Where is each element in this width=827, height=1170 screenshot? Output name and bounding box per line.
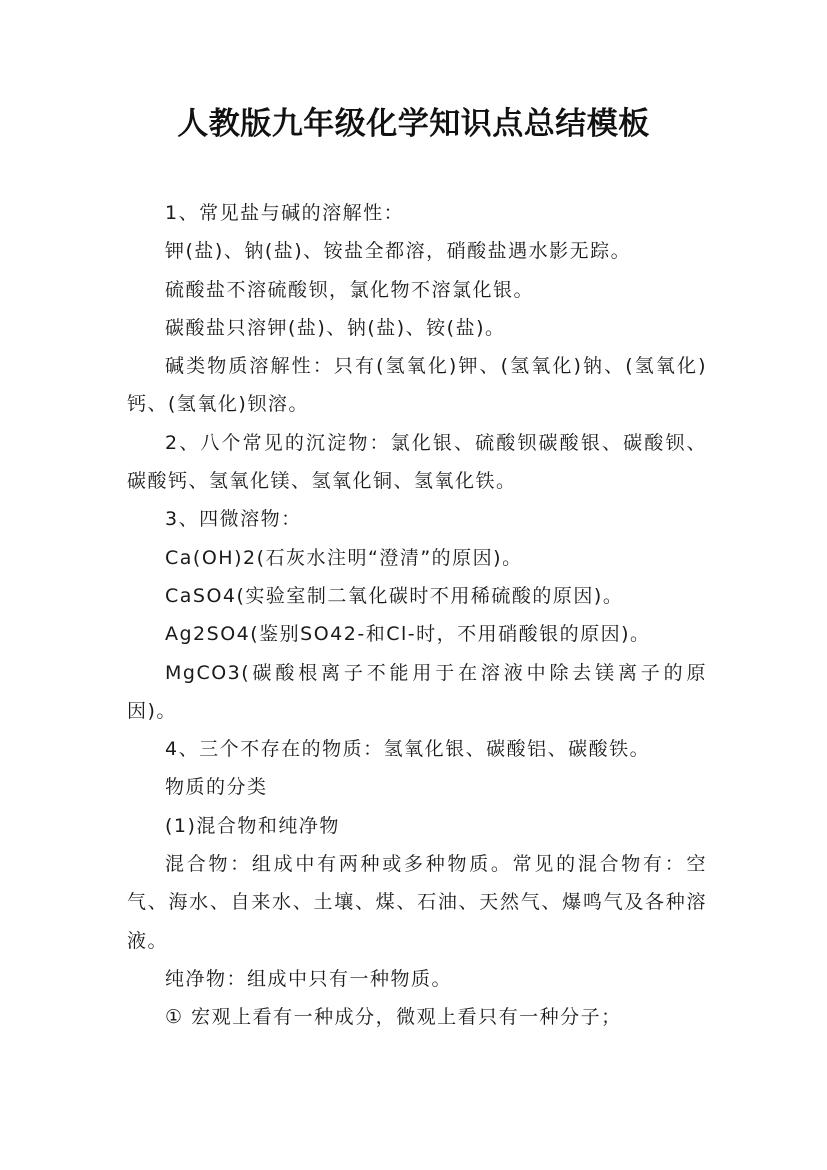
paragraph: CaSO4(实验室制二氧化碳时不用稀硫酸的原因)。 [165,584,624,607]
paragraph: 3、四微溶物： [165,508,302,531]
paragraph: 4、三个不存在的物质：氢氧化银、碳酸铝、碳酸铁。 [165,738,651,761]
paragraph: 混合物：组成中有两种或多种物质。常见的混合物有：空气、海水、自来水、土壤、煤、石油、天然气、爆鸣气及各种溶液。 [127,853,707,952]
paragraph: MgCO3(碳酸根离子不能用于在溶液中除去镁离子的原因)。 [127,661,707,722]
paragraph: 1、常见盐与碱的溶解性： [165,202,405,224]
paragraph: 纯净物：组成中只有一种物质。 [165,967,453,990]
document-body [127,194,707,1037]
paragraph: Ca(OH)2(石灰水注明“澄清”的原因)。 [165,546,523,569]
document-title: 人教版九年级化学知识点总结模板 [177,106,650,142]
paragraph: (1)混合物和纯净物 [165,814,340,837]
paragraph: ① 宏观上看有一种成分，微观上看只有一种分子； [165,1006,622,1029]
paragraph: 硫酸盐不溶硫酸钡，氯化物不溶氯化银。 [165,278,535,301]
paragraph: 碱类物质溶解性：只有(氢氧化)钾、(氢氧化)钠、(氢氧化)钙、(氢氧化)钡溶。 [127,355,707,416]
paragraph: 钾(盐)、钠(盐)、铵盐全都溶，硝酸盐遇水影无踪。 [165,240,632,263]
paragraph: Ag2SO4(鉴别SO42-和Cl-时，不用硝酸银的原因)。 [165,623,651,646]
paragraph: 碳酸盐只溶钾(盐)、钠(盐)、铵(盐)。 [165,316,506,339]
paragraph: 物质的分类 [165,776,268,799]
paragraph: 2、八个常见的沉淀物：氯化银、硫酸钡碳酸银、碳酸钡、碳酸钙、氢氧化镁、氢氧化铜、氢氧化铁。 [127,431,707,493]
